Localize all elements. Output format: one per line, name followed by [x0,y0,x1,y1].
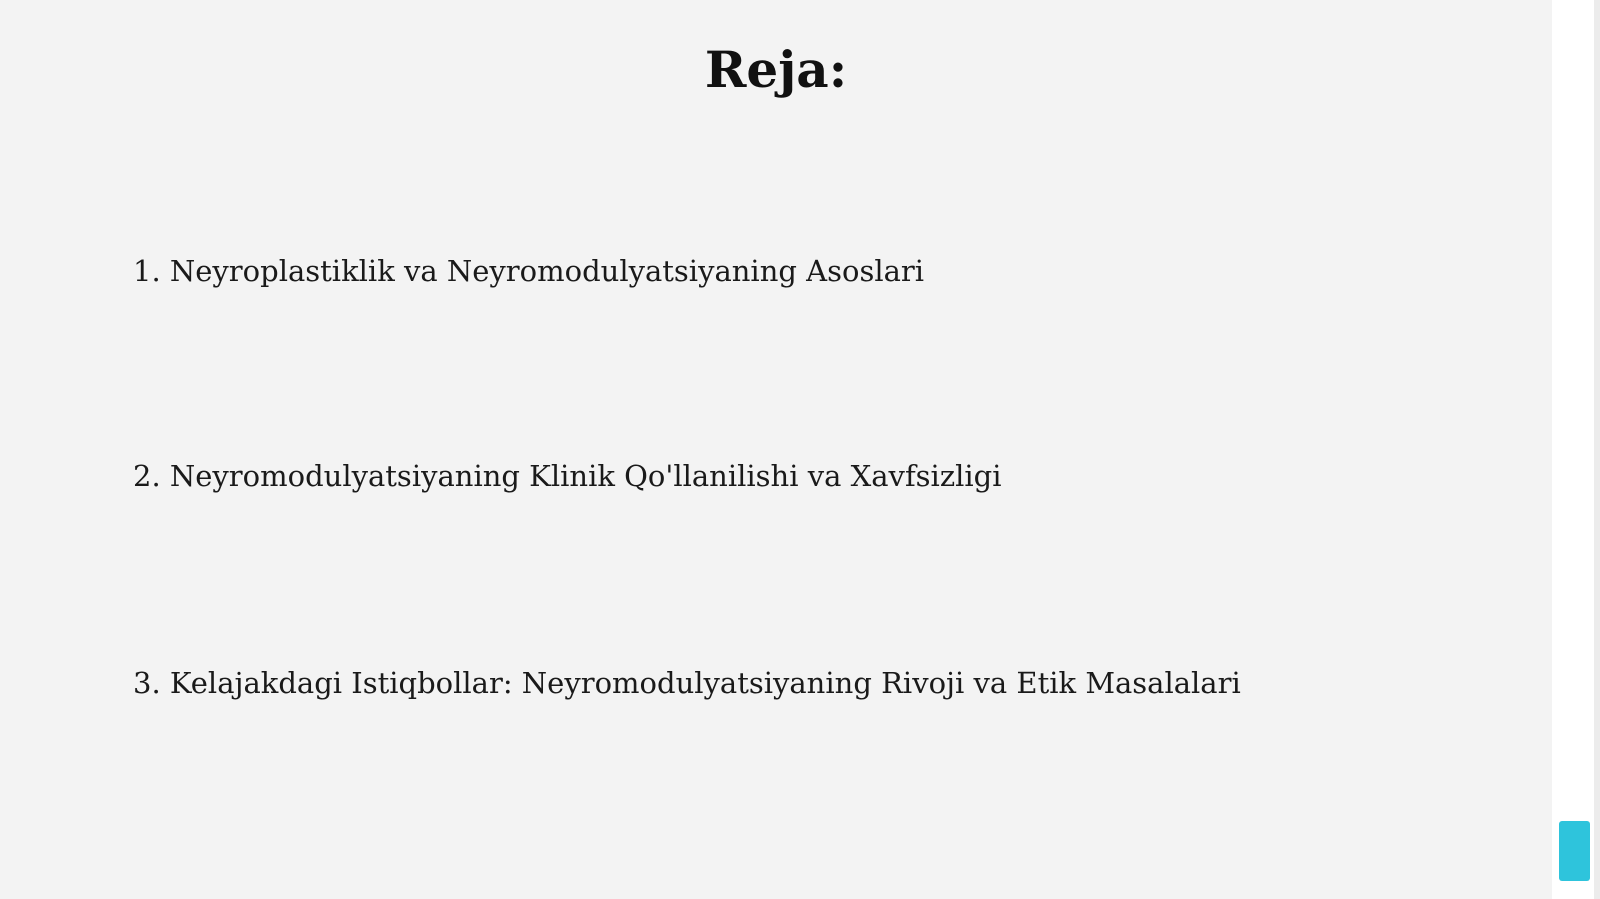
scrollbar-track[interactable] [1552,0,1600,899]
agenda-item-3: 3. Kelajakdagi Istiqbollar: Neyromodulyatsiyaning Rivoji va Etik Masalalari [133,666,1241,700]
scrollbar-thumb[interactable] [1559,821,1590,881]
agenda-item-2: 2. Neyromodulyatsiyaning Klinik Qo'llanilishi va Xavfsizligi [133,459,1002,493]
slide-title: Reja: [704,40,848,99]
scrollbar-edge [1594,0,1600,899]
agenda-item-1: 1. Neyroplastiklik va Neyromodulyatsiyaning Asoslari [133,254,925,288]
